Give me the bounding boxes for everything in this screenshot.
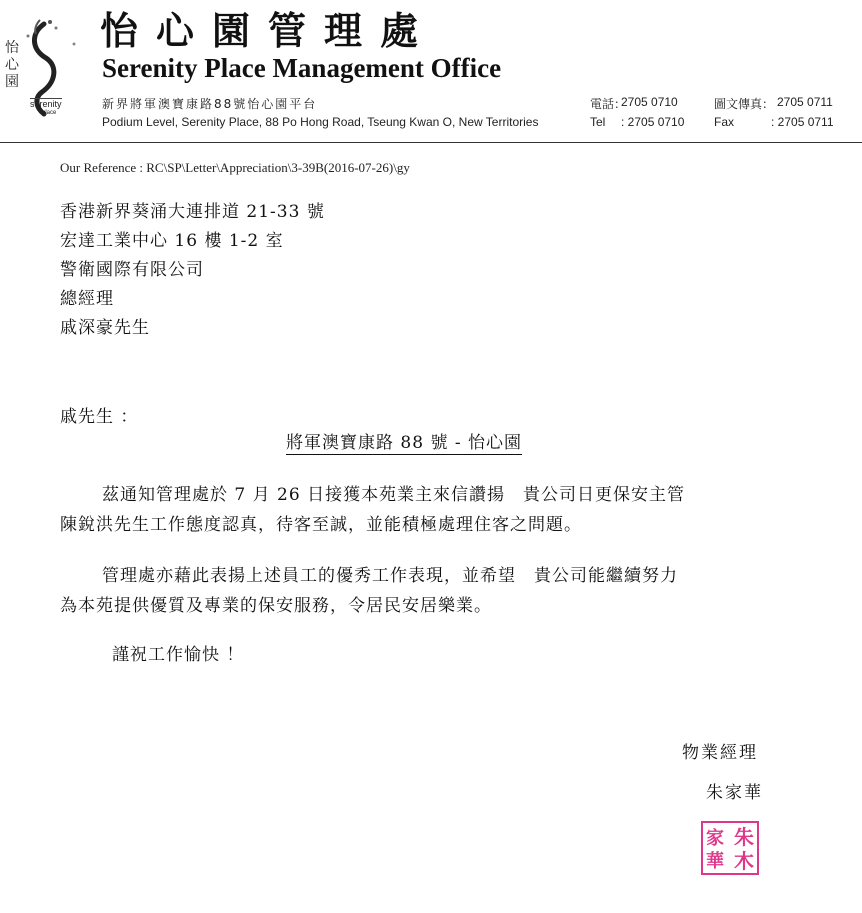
telephone-number: 2705 0710 [621, 95, 678, 109]
letter-reference: Our Reference : RC\SP\Letter\Appreciation\3-39B(2016-07-26)\gy [60, 160, 410, 175]
recipient-address-line-2: 宏達工業中心 16 樓 1-2 室 [60, 231, 284, 251]
paragraph-2-line-2: 為本苑提供優質及專業的保安服務，令居民安居樂業。 [60, 596, 492, 616]
paragraph-1-line-1: 茲通知管理處於 7 月 26 日接獲本苑業主來信讚揚 貴公司日更保安主管 [102, 485, 686, 505]
fax-number-english: : 2705 0711 [771, 115, 834, 129]
closing-remark: 謹祝工作愉快 ！ [112, 645, 245, 665]
organization-name-english: Serenity Place Management Office [102, 53, 502, 83]
svg-text:朱: 朱 [734, 825, 754, 849]
address-chinese: 新界將軍澳寶康路88號怡心園平台 [102, 97, 318, 111]
salutation: 戚先生 ： [60, 407, 139, 427]
recipient-company: 警衛國際有限公司 [60, 260, 204, 280]
paragraph-1-line-2: 陳銳洪先生工作態度認真，待客至誠，並能積極處理住客之問題。 [60, 515, 582, 535]
seal-stamp [700, 820, 760, 876]
organization-name-chinese: 怡心園管理處 [100, 8, 437, 53]
svg-text:家: 家 [706, 828, 724, 849]
fax-number: 2705 0711 [777, 95, 833, 109]
telephone-number-english: : 2705 0710 [621, 115, 685, 129]
telephone-label-chinese: 電話： [590, 97, 627, 111]
address-english: Podium Level, Serenity Place, 88 Po Hong Road, Tseung Kwan O, New Territories [102, 115, 539, 129]
recipient-block [60, 198, 325, 343]
letter-subject: 將軍澳寶康路 88 號 - 怡心園 [286, 428, 522, 455]
logo-wordmark: serenity place [30, 99, 62, 116]
fax-label-chinese: 圖文傳真： [714, 97, 775, 111]
paragraph-2 [60, 561, 820, 621]
recipient-name: 戚深豪先生 [60, 318, 150, 338]
letterhead-divider [0, 142, 862, 143]
recipient-position: 總經理 [60, 289, 114, 309]
svg-text:華: 華 [706, 851, 724, 872]
paragraph-1 [60, 480, 820, 540]
recipient-address-line-1: 香港新界葵涌大連排道 21-33 號 [60, 202, 325, 222]
fax-label-english: Fax [714, 115, 735, 129]
signatory-title: 物業經理 [682, 743, 758, 763]
telephone-label-english: Tel [590, 115, 606, 129]
paragraph-2-line-1: 管理處亦藉此表揚上述員工的優秀工作表現，並希望 貴公司能繼續努力 [102, 566, 678, 586]
signatory-name: 朱家華 [706, 783, 763, 803]
logo-vertical-text: 怡 心 園 [5, 40, 19, 90]
svg-text:木: 木 [734, 849, 754, 873]
seal-stamp-icon [700, 820, 760, 876]
